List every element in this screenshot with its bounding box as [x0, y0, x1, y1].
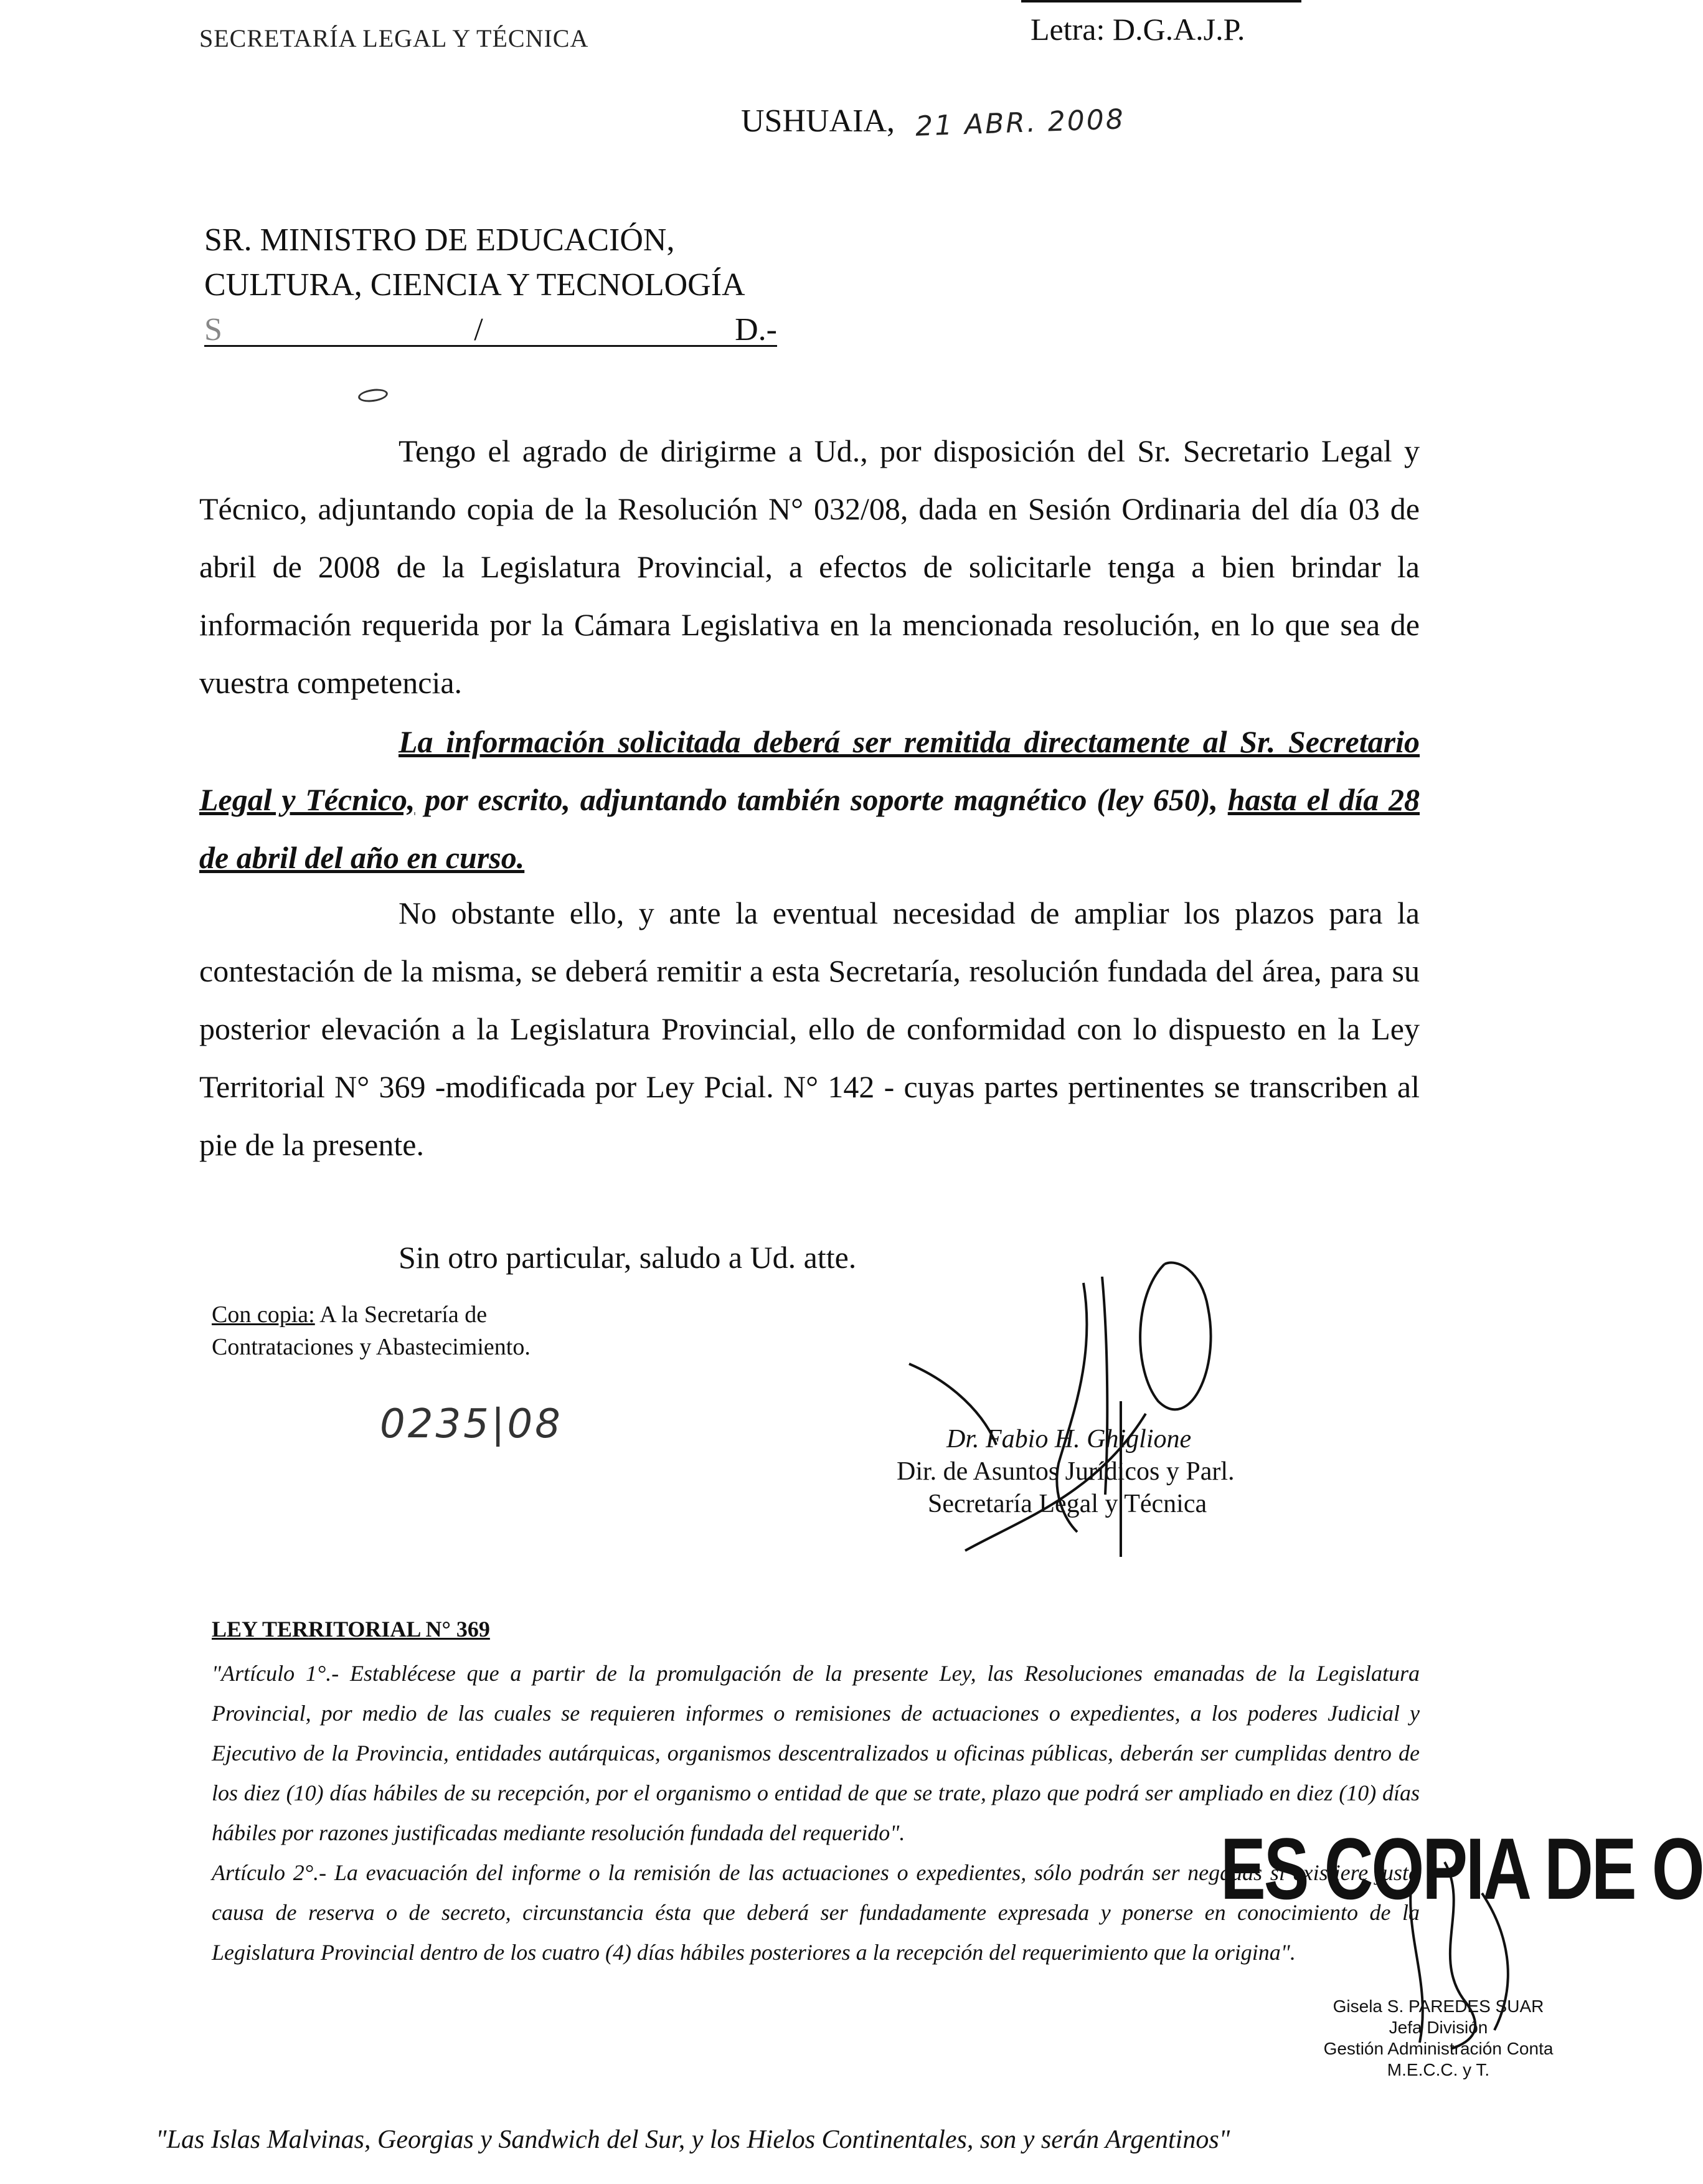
- footer-motto: "Las Islas Malvinas, Georgias y Sandwich del Sur, y los Hielos Continentales, son y serán Argentinos": [156, 2125, 1230, 2154]
- closing-line: Sin otro particular, saludo a Ud. atte.: [399, 1240, 857, 1275]
- ink-mark: [357, 387, 389, 404]
- header-office: SECRETARÍA LEGAL Y TÉCNICA: [199, 24, 589, 52]
- paragraph-3: No obstante ello, y ante la eventual necesidad de ampliar los plazos para la contestación de la misma, se deberá remitir a esta Secretaría, resolución fundada del área, para su posterior elevación a la Legislatura Provincial, ello de conformidad con lo dispuesto en la Ley Territorial N° 369 -modificada por Ley Pcial. N° 142 - cuyas partes pertinentes se transcriben al pie de la presente.: [199, 896, 1420, 1162]
- paragraph-2-part-b: por escrito, adjuntando también soporte magnético (ley 650),: [415, 782, 1228, 817]
- signatory-name: Dr. Fabio H. Ghiglione: [946, 1425, 1192, 1454]
- paragraph-2-part-a: La información solicitada deberá ser remitida directamente al Sr. Secretario Legal y Técnico,: [199, 724, 1420, 817]
- law-title-text: LEY TERRITORIAL N° 369: [212, 1617, 490, 1642]
- handwritten-number: 0235|08: [380, 1401, 563, 1447]
- paragraph-1: Tengo el agrado de dirigirme a Ud., por disposición del Sr. Secretario Legal y Técnico, adjuntando copia de la Resolución N° 032/08, dada en Sesión Ordinaria del día 03 de abril de 2008 de la Legislatura Provincial, a efectos de solicitarle tenga a bien brindar la información requerida por la Cámara Legislativa en la mencionada resolución, en lo que sea de vuestra competencia.: [199, 433, 1420, 700]
- copy-notice: [212, 1298, 531, 1363]
- signatory-office: Secretaría Legal y Técnica: [928, 1490, 1207, 1518]
- cc-label: Con copia:: [212, 1302, 315, 1328]
- recipient-block: [204, 218, 777, 347]
- dateline-place: USHUAIA,: [741, 103, 895, 139]
- signatory-block: [897, 1423, 1235, 1520]
- copy-stamp-text: ES COPIA DE O: [1220, 1820, 1703, 1917]
- date-stamp: 21 ABR. 2008: [915, 103, 1126, 143]
- stamp-name: Gisela S. PAREDES SUAR: [1333, 1997, 1544, 2016]
- recipient-slash: /: [474, 312, 483, 347]
- stamp-ministry: M.E.C.C. y T.: [1387, 2060, 1490, 2079]
- header-rule: [1021, 0, 1301, 2]
- law-article-2: Artículo 2°.- La evacuación del informe o la remisión de las actuaciones o expedientes, sólo podrán ser negadas si existiere justa causa de reserva o de secreto, circunstancia ésta que deberá ser fundadamente expresada y ponerse en conocimiento de la Legislatura Provincial dentro de los cuatro (4) días hábiles posteriores a la recepción del requerimiento que la origina".: [212, 1860, 1420, 1965]
- cc-line-1: A la Secretaría de: [314, 1302, 488, 1328]
- law-article-1: "Artículo 1°.- Establécese que a partir de la promulgación de la presente Ley, las Resoluciones emanadas de la Legislatura Provincial, por medio de las cuales se requieren informes o remisiones de actuaciones o expedientes, a los poderes Judicial y Ejecutivo de la Provincia, entidades autárquicas, organismos descentralizados u oficinas públicas, deberán ser cumplidas dentro de los diez (10) días hábiles de su recepción, por el organismo o entidad de que se trate, plazo que podrá ser ampliado en diez (10) días hábiles por razones justificadas mediante resolución fundada del requerido".: [212, 1661, 1420, 1845]
- recipient-line-3: [204, 308, 777, 347]
- signature-mark: [897, 1258, 1283, 1569]
- stamp-role: Jefa División: [1389, 2018, 1488, 2037]
- recipient-line-1: SR. MINISTRO DE EDUCACIÓN,: [204, 222, 675, 258]
- law-title: [212, 1616, 490, 1642]
- stamp-dept: Gestión Administración Conta: [1323, 2039, 1554, 2058]
- recipient-line-2: CULTURA, CIENCIA Y TECNOLOGÍA: [204, 267, 745, 303]
- cc-line-2: Contrataciones y Abastecimiento.: [212, 1334, 531, 1360]
- letter-reference: Letra: D.G.A.J.P.: [1031, 12, 1245, 47]
- paragraph-2-part-c: hasta el día 28 de abril del año en curso.: [199, 782, 1420, 875]
- paragraph-2: [199, 713, 1420, 887]
- recipient-d: D.-: [735, 312, 777, 347]
- copy-stamp-block: [1308, 1996, 1569, 2081]
- signatory-title: Dir. de Asuntos Jurídicos y Parl.: [897, 1457, 1235, 1486]
- recipient-s: S: [204, 312, 222, 347]
